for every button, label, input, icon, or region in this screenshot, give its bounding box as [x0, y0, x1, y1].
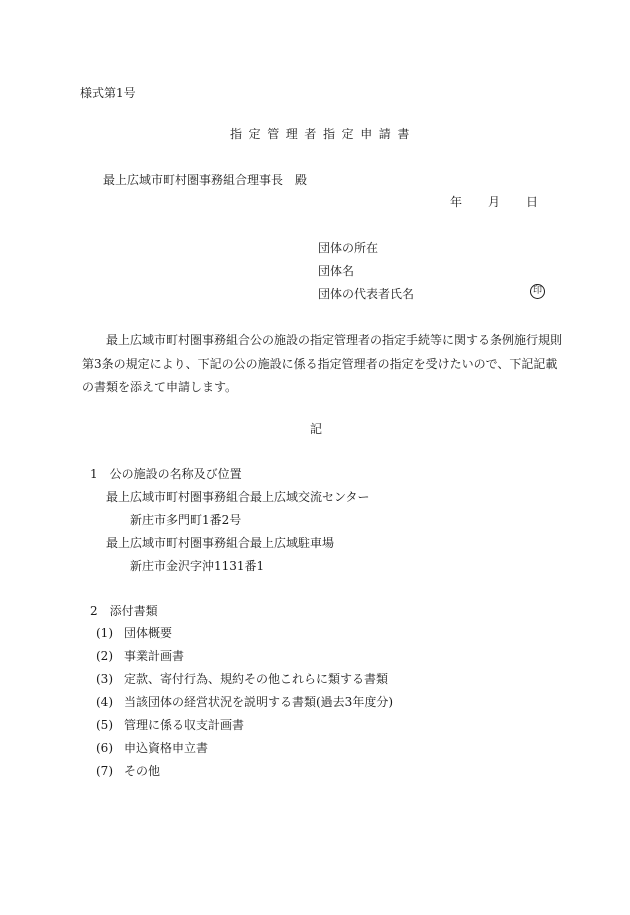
- attachment-text: 定款、寄付行為、規約その他これらに類する書類: [124, 672, 389, 686]
- seal-mark: 印: [530, 284, 545, 299]
- facility-name: 最上広域市町村圏事務組合最上広域交流センター: [106, 490, 370, 504]
- date-line: [450, 196, 538, 208]
- attachment-text: 管理に係る収支計画書: [124, 718, 245, 732]
- applicant-address-label: 団体の所在: [318, 241, 379, 255]
- attachment-number: (4): [96, 695, 113, 709]
- section1-heading: 1 公の施設の名称及び位置: [90, 467, 242, 481]
- facility-name: 最上広域市町村圏事務組合最上広域駐車場: [106, 536, 335, 550]
- attachment-number: (1): [96, 626, 113, 640]
- attachment-number: (5): [96, 718, 113, 732]
- attachment-number: (6): [96, 741, 113, 755]
- attachment-text: 当該団体の経営状況を説明する書類(過去3年度分): [124, 695, 393, 709]
- date-day-label: 日: [526, 195, 539, 209]
- attachment-text: その他: [124, 764, 161, 778]
- representative-label: 団体の代表者氏名: [318, 287, 415, 301]
- attachment-text: 申込資格申立書: [124, 741, 209, 755]
- application-body-text: 最上広域市町村圏事務組合公の施設の指定管理者の指定手続等に関する条例施行規則第3条の規定により、下記の公の施設に係る指定管理者の指定を受けたいので、下記記載の書類を添えて申請します。: [82, 333, 563, 394]
- form-number: 様式第1号: [80, 86, 136, 100]
- attachment-text: 事業計画書: [124, 649, 185, 663]
- attachment-text: 団体概要: [124, 626, 173, 640]
- applicant-name-label: 団体名: [318, 264, 355, 278]
- attachment-number: (7): [96, 764, 113, 778]
- ki-heading: 記: [310, 422, 323, 436]
- document-title: 指定管理者指定申請書: [230, 127, 417, 141]
- date-month-label: 月: [488, 195, 501, 209]
- facility-location: 新庄市多門町1番2号: [130, 513, 242, 527]
- facility-location: 新庄市金沢字沖1131番1: [130, 559, 265, 573]
- attachment-number: (3): [96, 672, 113, 686]
- addressee: 最上広域市町村圏事務組合理事長 殿: [103, 173, 308, 187]
- section2-heading: 2 添付書類: [90, 604, 158, 618]
- attachment-number: (2): [96, 649, 113, 663]
- date-year-label: 年: [450, 195, 463, 209]
